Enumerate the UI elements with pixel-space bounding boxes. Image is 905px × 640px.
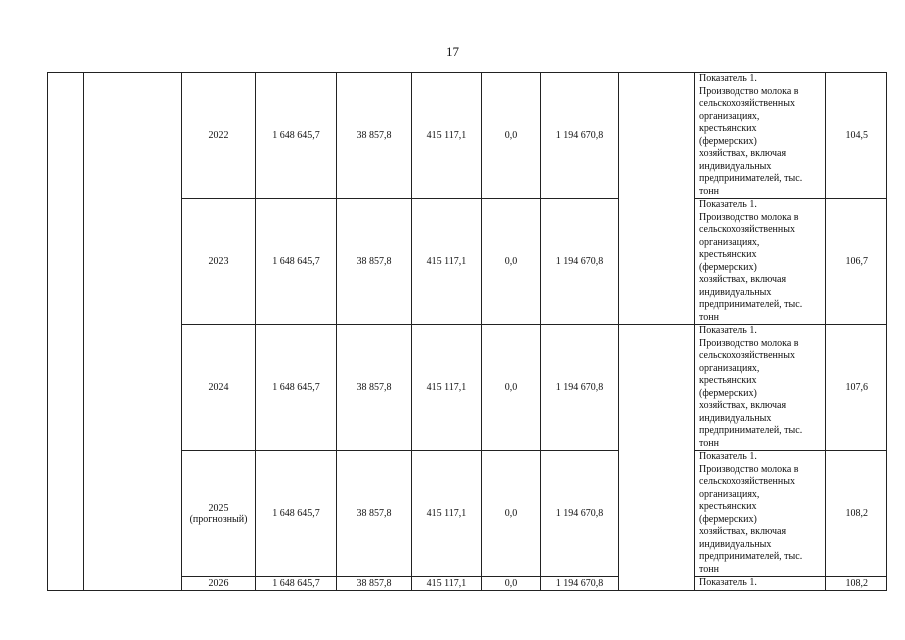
indicator-line: организациях, bbox=[699, 362, 760, 374]
indicator-line: Производство молока в bbox=[699, 337, 799, 349]
total-cell: 1 648 645,7 bbox=[256, 199, 337, 325]
table-row bbox=[48, 73, 887, 199]
indicator-value-cell: 108,2 bbox=[826, 451, 887, 577]
empty-cell-merged bbox=[619, 325, 695, 591]
indicator-line: Производство молока в bbox=[699, 211, 799, 223]
other-cell: 1 194 670,8 bbox=[541, 451, 619, 577]
year-text: 2024 bbox=[208, 382, 229, 393]
indicator-line: предпринимателей, тыс. bbox=[699, 551, 803, 562]
local-cell: 0,0 bbox=[482, 577, 541, 591]
indicator-line: (фермерских) bbox=[699, 513, 757, 525]
regional-cell: 415 117,1 bbox=[412, 199, 482, 325]
indicator-line: хозяйствах, включая bbox=[699, 148, 787, 159]
year-note-text: (прогнозный) bbox=[189, 513, 248, 525]
regional-cell: 415 117,1 bbox=[412, 73, 482, 199]
indicator-line: сельскохозяйственных bbox=[699, 476, 795, 487]
local-cell: 0,0 bbox=[482, 73, 541, 199]
indicator-line: хозяйствах, включая bbox=[699, 400, 787, 411]
budget-indicator-table bbox=[47, 72, 887, 591]
regional-cell: 415 117,1 bbox=[412, 451, 482, 577]
empty-cell-no bbox=[48, 73, 84, 591]
indicator-line: индивидуальных bbox=[699, 538, 772, 550]
indicator-line: (фермерских) bbox=[699, 261, 757, 273]
indicator-line: хозяйствах, включая bbox=[699, 526, 787, 537]
indicator-line: крестьянских bbox=[699, 375, 757, 386]
indicator-line: крестьянских bbox=[699, 249, 757, 260]
indicator-cell bbox=[695, 577, 826, 591]
indicator-line: хозяйствах, включая bbox=[699, 274, 787, 285]
indicator-line: Производство молока в bbox=[699, 85, 799, 97]
indicator-line: предпринимателей, тыс. bbox=[699, 425, 803, 436]
indicator-line: Показатель 1. bbox=[699, 577, 757, 588]
indicator-value-cell: 107,6 bbox=[826, 325, 887, 451]
indicator-line: Показатель 1. bbox=[699, 73, 757, 84]
indicator-line: крестьянских bbox=[699, 123, 757, 134]
other-cell: 1 194 670,8 bbox=[541, 577, 619, 591]
indicator-line: сельскохозяйственных bbox=[699, 224, 795, 235]
other-cell: 1 194 670,8 bbox=[541, 325, 619, 451]
indicator-line: (фермерских) bbox=[699, 135, 757, 147]
indicator-line: сельскохозяйственных bbox=[699, 350, 795, 361]
year-cell bbox=[182, 325, 256, 451]
federal-cell: 38 857,8 bbox=[337, 577, 412, 591]
indicator-line: Показатель 1. bbox=[699, 451, 757, 462]
empty-cell-name bbox=[84, 73, 182, 591]
indicator-line: тонн bbox=[699, 437, 719, 449]
indicator-line: Показатель 1. bbox=[699, 325, 757, 336]
indicator-cell bbox=[695, 451, 826, 577]
indicator-value-cell: 104,5 bbox=[826, 73, 887, 199]
indicator-cell bbox=[695, 73, 826, 199]
indicator-line: сельскохозяйственных bbox=[699, 98, 795, 109]
total-cell: 1 648 645,7 bbox=[256, 73, 337, 199]
regional-cell: 415 117,1 bbox=[412, 577, 482, 591]
indicator-line: крестьянских bbox=[699, 501, 757, 512]
year-text: 2026 bbox=[208, 577, 229, 589]
total-cell: 1 648 645,7 bbox=[256, 451, 337, 577]
indicator-line: тонн bbox=[699, 563, 719, 575]
indicator-cell bbox=[695, 325, 826, 451]
indicator-line: предпринимателей, тыс. bbox=[699, 299, 803, 310]
total-cell: 1 648 645,7 bbox=[256, 325, 337, 451]
indicator-line: (фермерских) bbox=[699, 387, 757, 399]
indicator-line: Показатель 1. bbox=[699, 199, 757, 210]
indicator-line: организациях, bbox=[699, 488, 760, 500]
page-number: 17 bbox=[446, 44, 459, 59]
indicator-line: индивидуальных bbox=[699, 286, 772, 298]
other-cell: 1 194 670,8 bbox=[541, 73, 619, 199]
federal-cell: 38 857,8 bbox=[337, 451, 412, 577]
local-cell: 0,0 bbox=[482, 325, 541, 451]
other-cell: 1 194 670,8 bbox=[541, 199, 619, 325]
year-cell bbox=[182, 451, 256, 577]
regional-cell: 415 117,1 bbox=[412, 325, 482, 451]
indicator-line: индивидуальных bbox=[699, 412, 772, 424]
indicator-value-cell: 108,2 bbox=[826, 577, 887, 591]
year-cell bbox=[182, 199, 256, 325]
year-text: 2023 bbox=[208, 256, 229, 267]
federal-cell: 38 857,8 bbox=[337, 199, 412, 325]
indicator-cell bbox=[695, 199, 826, 325]
total-cell: 1 648 645,7 bbox=[256, 577, 337, 591]
year-text: 2022 bbox=[208, 130, 229, 141]
local-cell: 0,0 bbox=[482, 199, 541, 325]
empty-cell-merged bbox=[619, 73, 695, 325]
federal-cell: 38 857,8 bbox=[337, 73, 412, 199]
indicator-value-cell: 106,7 bbox=[826, 199, 887, 325]
federal-cell: 38 857,8 bbox=[337, 325, 412, 451]
indicator-line: тонн bbox=[699, 311, 719, 323]
year-cell bbox=[182, 73, 256, 199]
indicator-line: организациях, bbox=[699, 236, 760, 248]
local-cell: 0,0 bbox=[482, 451, 541, 577]
indicator-line: организациях, bbox=[699, 110, 760, 122]
indicator-line: Производство молока в bbox=[699, 463, 799, 475]
indicator-line: тонн bbox=[699, 185, 719, 197]
indicator-line: предпринимателей, тыс. bbox=[699, 173, 803, 184]
year-text: 2025 bbox=[208, 502, 229, 514]
indicator-line: индивидуальных bbox=[699, 160, 772, 172]
year-cell bbox=[182, 577, 256, 591]
